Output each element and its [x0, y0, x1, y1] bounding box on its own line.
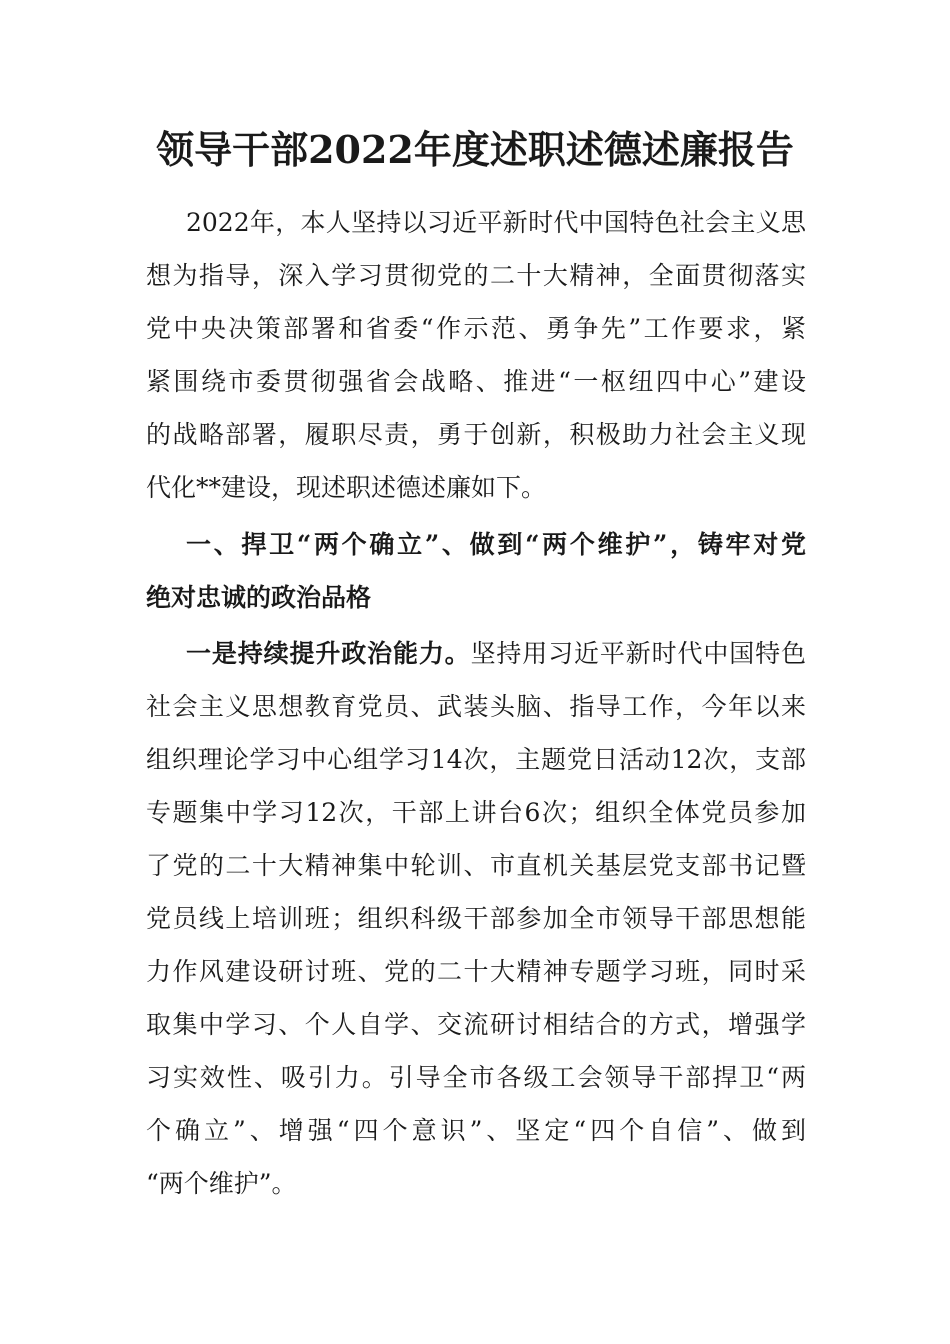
section-1-para-1-line-11: “两个维护”。	[146, 1169, 297, 1198]
intro-line-4: 紧围绕市委贯彻强省会战略、推进“一枢纽四中心”建设	[146, 367, 806, 396]
section-1-para-1-first-rest: 坚持用习近平新时代中国特色	[470, 639, 806, 668]
intro-line-6: 代化**建设，现述职述德述廉如下。	[146, 473, 547, 502]
section-1-para-1-line-5: 了党的二十大精神集中轮训、市直机关基层党支部书记暨	[146, 851, 806, 880]
document-title: 领导干部2022年度述职述德述廉报告	[156, 127, 794, 172]
section-1-para-1-line-1	[186, 638, 806, 670]
section-1-heading-line-2: 绝对忠诚的政治品格	[146, 583, 372, 612]
section-1-para-1-line-4: 专题集中学习12次，干部上讲台6次；组织全体党员参加	[146, 798, 806, 827]
section-1-para-1-line-3: 组织理论学习中心组学习14次，主题党日活动12次，支部	[146, 745, 806, 774]
section-1-para-1-lead: 一是持续提升政治能力。	[186, 639, 471, 668]
intro-line-2: 想为指导，深入学习贯彻党的二十大精神，全面贯彻落实	[146, 261, 806, 290]
section-1-para-1-line-10: 个确立”、增强“四个意识”、坚定“四个自信”、做到	[146, 1116, 806, 1145]
intro-line-3: 党中央决策部署和省委“作示范、勇争先”工作要求，紧	[146, 314, 806, 343]
section-1-heading-line-1: 一、捍卫“两个确立”、做到“两个维护”，铸牢对党	[186, 530, 806, 559]
intro-line-1: 2022年，本人坚持以习近平新时代中国特色社会主义思	[186, 208, 806, 237]
intro-line-5: 的战略部署，履职尽责，勇于创新，积极助力社会主义现	[146, 420, 806, 449]
section-1-para-1-line-7: 力作风建设研讨班、党的二十大精神专题学习班，同时采	[146, 957, 806, 986]
section-1-para-1-line-9: 习实效性、吸引力。引导全市各级工会领导干部捍卫“两	[146, 1063, 806, 1092]
section-1-para-1-line-6: 党员线上培训班；组织科级干部参加全市领导干部思想能	[146, 904, 806, 933]
section-1-para-1-line-8: 取集中学习、个人自学、交流研讨相结合的方式，增强学	[146, 1010, 806, 1039]
section-1-para-1-line-2: 社会主义思想教育党员、武装头脑、指导工作，今年以来	[146, 692, 806, 721]
